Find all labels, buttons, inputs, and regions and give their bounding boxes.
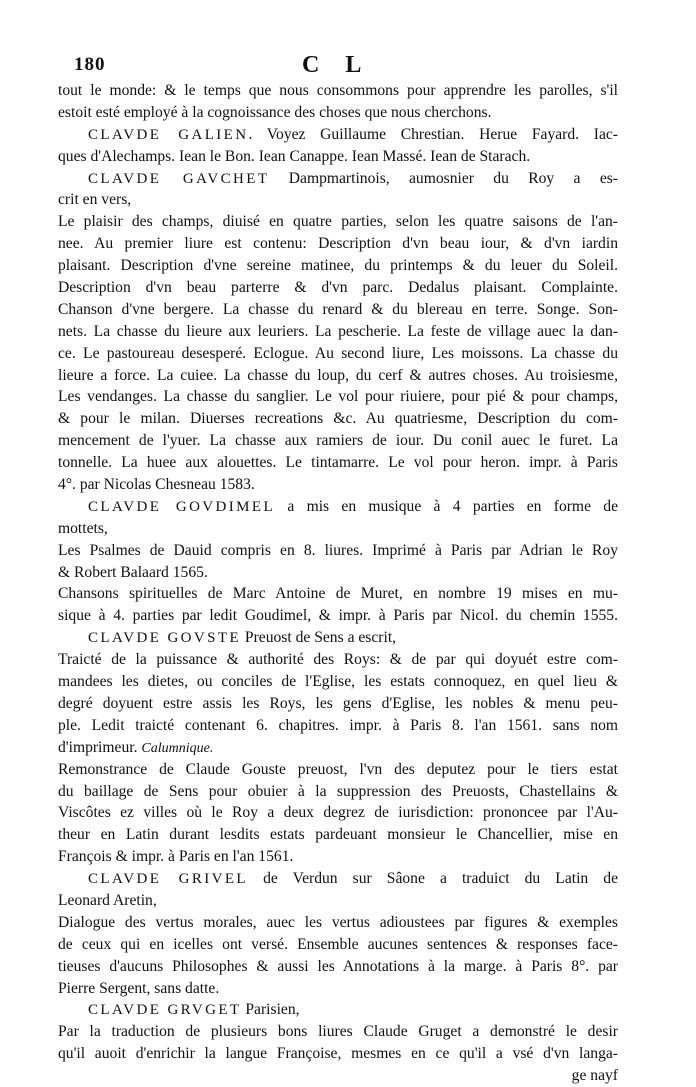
text-line [58,737,618,759]
text-line: Traicté de la puissance & authorité des Roys: & de par qui doyuét estre com- [58,651,618,669]
text-line: Leonard Aretin, [58,891,157,909]
text-line: Chansons spirituelles de Marc Antoine de Muret, en nombre 19 mises en mu- [58,585,618,603]
text-line: estoit esté employé à la cognoissance des choses que nous cherchons. [58,103,492,121]
text-line [58,999,618,1021]
text-line: tonnelle. La huee aux alouettes. Le tintamarre. Le vol pour heron. impr. à Paris [58,454,618,472]
text-line: Remonstrance de Claude Gouste preuost, l'vn des deputez pour le tiers estat [58,760,618,778]
text-line: sique à 4. parties par ledit Goudimel, & impr. à Paris par Nicol. du chemin 1555. [58,607,618,625]
text-line: François & impr. à Paris en l'an 1561. [58,848,294,866]
text-line: du baillage de Sens pour obuier à la suppression des Preuosts, Chastellains & [58,782,618,800]
text-line: Les vendanges. La chasse du sanglier. Le vol pour riuiere, pour pié & pour champs, [58,388,618,406]
marginal-note: Calumnique. [141,740,214,756]
text-line: & Robert Balaard 1565. [58,563,208,581]
author-name: CLAVDE GAVCHET [88,170,270,187]
text-line: 4°. par Nicolas Chesneau 1583. [58,476,255,494]
line-segment: . Voyez Guillaume Chrestian. Herue Fayard. Iac- [248,125,618,143]
text-line: Par la traduction de plusieurs bons liures Claude Gruget a demonstré le desir [58,1023,618,1041]
text-line: ques d'Alechamps. Iean le Bon. Iean Canappe. Iean Massé. Iean de Starach. [58,147,531,165]
line-segment: Preuost de Sens a escrit, [241,629,397,647]
text-line: crit en vers, [58,191,132,209]
text-line: nee. Au premier liure est contenu: Description d'vn beau iour, & d'vn iardin [58,235,618,253]
line-segment: de Verdun sur Sâone a traduict du Latin de [248,870,618,888]
author-name: CLAVDE GALIEN [88,126,249,143]
author-name: CLAVDE GOVSTE [88,630,242,647]
text-line: qu'il auoit d'enrichir la langue Françoise, mesmes en ce qu'il a vsé d'vn langa- [58,1045,618,1063]
text-line: nets. La chasse du lieure aux leuriers. La pescherie. La feste de village auec la dan- [58,322,618,340]
text-line [58,496,618,518]
text-line: ple. Ledit traicté contenant 6. chapitres. impr. à Paris 8. l'an 1561. sans nom [58,716,618,734]
author-name: CLAVDE GRIVEL [88,871,248,888]
text-line [58,627,618,649]
line-segment: d'imprimeur. [58,738,142,756]
text-line: Les Psalmes de Dauid compris en 8. liures. Imprimé à Paris par Adrian le Roy [58,541,618,559]
text-line: mottets, [58,519,108,537]
text-line: ge nayf [571,1067,618,1085]
line-segment: a mis en musique à 4 parties en forme de [275,497,618,515]
text-line: Pierre Sergent, sans datte. [58,979,220,997]
text-line: Description d'vn beau parterre & d'vn parc. Dedalus plaisant. Complainte. [58,279,618,297]
text-line: Viscôtes ez villes où le Roy a deux degrez de iurisdiction: prononcee par l'Au- [58,804,618,822]
text-line [58,868,618,890]
text-line: tout le monde: & le temps que nous consommons pour apprendre les parolles, s'il [58,82,618,99]
text-column [58,80,618,1087]
text-line: & pour le milan. Diuerses recreations &c. Au quatriesme, Description du com- [58,410,618,428]
text-line: degré doyuent estre assis les Roys, les gens d'Eglise, les nobles & menu peu- [58,694,618,712]
text-line [58,168,618,190]
line-segment: Parisien, [241,1001,300,1019]
text-line: mencement de l'yuer. La chasse aux ramiers de iour. Du conil auec le furet. La [58,432,618,450]
author-name: CLAVDE GRVGET [88,1002,242,1019]
line-segment: Dampmartinois, aumosnier du Roy a es- [269,169,618,187]
text-line: Le plaisir des champs, diuisé en quatre parties, selon les quatre saisons de l'an- [58,213,618,231]
text-line: tieuses d'aucuns Philosophes & aussi les Annotations à la marge. à Paris 8°. par [58,957,618,975]
author-name: CLAVDE GOVDIMEL [88,498,276,515]
running-head [74,52,634,80]
page-number: 180 [74,54,106,75]
text-line: ce. Le pastoureau desesperé. Eclogue. Au second liure, Les moissons. La chasse du [58,344,618,362]
text-line [58,124,618,146]
text-line: theur en Latin durant lesdits estats pardeuant monsieur le Chancellier, mise en [58,826,618,844]
text-line: de ceux qui en icelles ont versé. Ensemble aucunes sentences & responses face- [58,935,618,953]
text-line: Dialogue des vertus morales, auec les vertus adioustees par figures & exemples [58,913,618,931]
section-letters: C L [302,52,372,78]
text-line: Chanson d'vne bergere. La chasse du renard & du blereau en terre. Songe. Son- [58,300,618,318]
text-line: plaisant. Description d'vne sereine matinee, du printemps & du leuer du Soleil. [58,257,618,275]
text-line: mandees les dietes, ou conciles de l'Eglise, les estats connoquez, en quel lieu & [58,673,618,691]
text-line: lieure a force. La cuiee. La chasse du loup, du cerf & autres choses. Au troisiesme, [58,366,618,384]
